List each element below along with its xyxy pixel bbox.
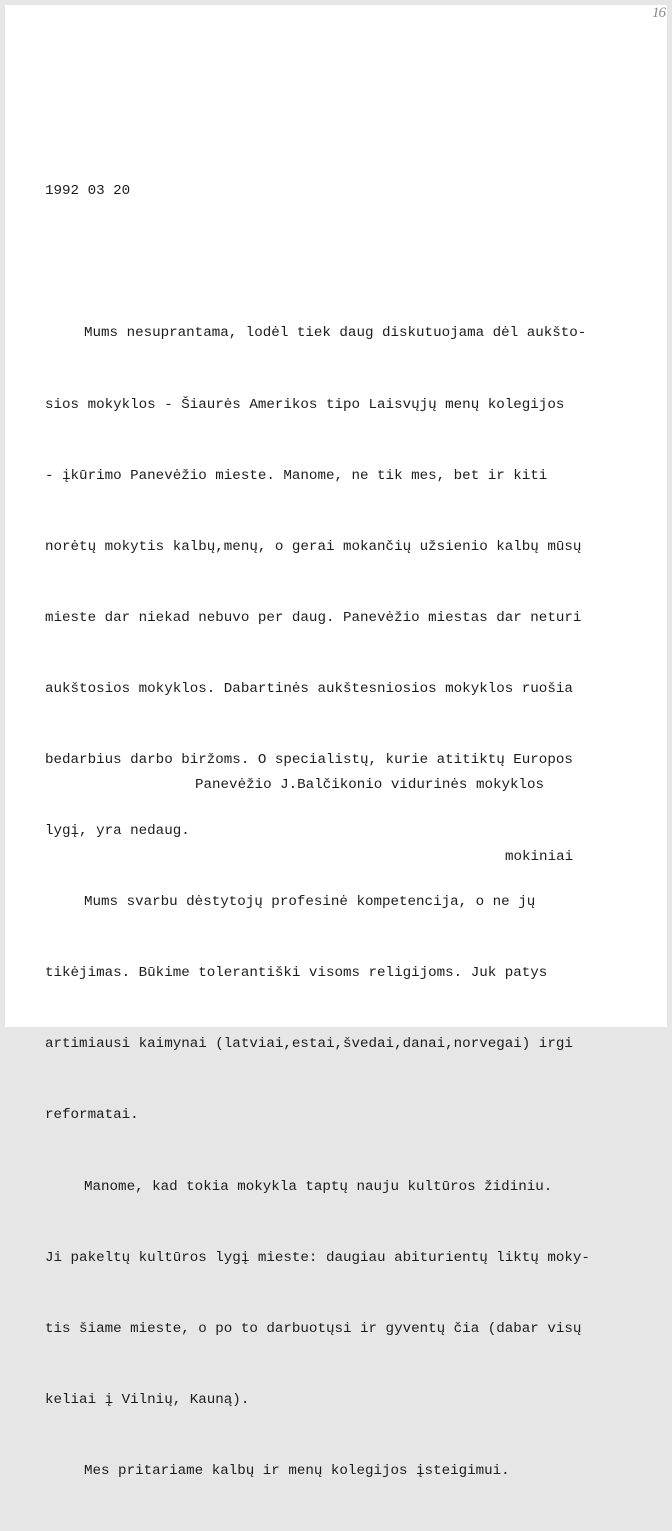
body-line: tis šiame mieste, o po to darbuotųsi ir gyventų čia (dabar visų bbox=[45, 1320, 582, 1337]
body-line: Mes pritariame kalbų ir menų kolegijos įsteigimui. bbox=[84, 1462, 510, 1479]
body-line: Manome, kad tokia mokykla taptų nauju kultūros židiniu. bbox=[84, 1178, 553, 1195]
body-line: reformatai. bbox=[45, 1107, 139, 1124]
body-line: bedarbius darbo biržoms. O specialistų, kurie atitiktų Europos bbox=[45, 751, 573, 768]
body-line: Mums svarbu dėstytojų profesinė kompetencija, o ne jų bbox=[84, 894, 536, 911]
document-page bbox=[5, 5, 667, 1479]
body-line: - įkūrimo Panevėžio mieste. Manome, ne tik mes, bet ir kiti bbox=[45, 467, 548, 484]
signature-school: Panevėžio J.Balčikonio vidurinės mokyklos bbox=[195, 777, 545, 794]
page-number-mark: 16 bbox=[652, 5, 665, 21]
body-line: artimiausi kaimynai (latviai,estai,švedai,danai,norvegai) irgi bbox=[45, 1036, 573, 1053]
body-line: mieste dar niekad nebuvo per daug. Panevėžio miestas dar neturi bbox=[45, 609, 582, 626]
body-line: lygį, yra nedaug. bbox=[45, 823, 190, 840]
body-line: sios mokyklos - Šiaurės Amerikos tipo Laisvųjų menų kolegijos bbox=[45, 396, 565, 413]
body-line: aukštosios mokyklos. Dabartinės aukštesniosios mokyklos ruošia bbox=[45, 680, 573, 697]
body-line: keliai į Vilnių, Kauną). bbox=[45, 1391, 250, 1408]
signature-signers: mokiniai bbox=[505, 848, 574, 865]
body-line: tikėjimas. Būkime tolerantiški visoms religijoms. Juk patys bbox=[45, 965, 548, 982]
letter-date: 1992 03 20 bbox=[45, 183, 131, 199]
body-line: Ji pakeltų kultūros lygį mieste: daugiau abiturientų liktų moky- bbox=[45, 1249, 590, 1266]
body-line: norėtų mokytis kalbų,menų, o gerai mokančių užsienio kalbų mūsų bbox=[45, 538, 582, 555]
body-line: Mums nesuprantama, lodėl tiek daug diskutuojama dėl aukšto- bbox=[84, 325, 587, 342]
signature-block bbox=[195, 727, 615, 917]
